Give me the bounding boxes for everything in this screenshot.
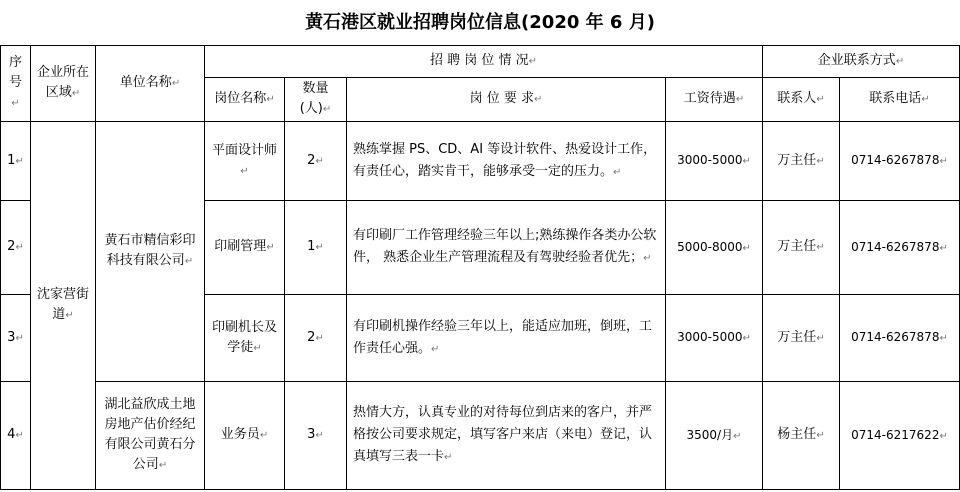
header-recruit-group: 招 聘 岗 位 情 况↵ (205, 46, 763, 78)
row-phone: 0714-6267878↵ (840, 122, 960, 201)
header-seq: 序号↵ (1, 46, 31, 122)
row-salary: 3000-5000↵ (666, 122, 763, 201)
row-seq: 3↵ (1, 295, 31, 382)
header-phone: 联系电话↵ (840, 78, 960, 122)
row-requirement: 熟练掌握 PS、CD、AI 等设计软件、热爱设计工作，有责任心，踏实肯干，能够承受一定的压力。↵ (347, 122, 666, 201)
page-title: 黄石港区就业招聘岗位信息(2020 年 6 月) (305, 12, 655, 33)
table-row (1, 122, 960, 201)
header-salary: 工资待遇↵ (666, 78, 763, 122)
row-phone: 0714-6267878↵ (840, 295, 960, 382)
row-requirement: 有印刷机操作经验三年以上，能适应加班，倒班，工作责任心强。↵ (347, 295, 666, 382)
row-contact: 万主任↵ (763, 122, 840, 201)
row-requirement: 热情大方，认真专业的对待每位到店来的客户，并严格按公司要求规定，填写客户来店（来电）登记，认真填写三表一卡↵ (347, 382, 666, 490)
row-count: 1↵ (285, 201, 347, 295)
row-phone: 0714-6217622↵ (840, 382, 960, 490)
row-salary: 3500/月↵ (666, 382, 763, 490)
row-count: 2↵ (285, 295, 347, 382)
row-phone: 0714-6267878↵ (840, 201, 960, 295)
header-position: 岗位名称↵ (205, 78, 285, 122)
row-position: 业务员↵ (205, 382, 285, 490)
row-salary: 3000-5000↵ (666, 295, 763, 382)
row-seq: 1↵ (1, 122, 31, 201)
row-position: 印刷管理↵ (205, 201, 285, 295)
district-cell: 沈家营街道↵ (31, 122, 96, 490)
job-table (0, 45, 960, 490)
row-salary: 5000-8000↵ (666, 201, 763, 295)
row-requirement: 有印刷厂工作管理经验三年以上;熟练操作各类办公软件， 熟悉企业生产管理流程及有驾驶经验者优先；↵ (347, 201, 666, 295)
company-name: 湖北益欣成土地房地产估价经纪有限公司黄石分公司↵ (96, 382, 205, 490)
header-requirement: 岗 位 要 求↵ (347, 78, 666, 122)
table-row (1, 382, 960, 490)
row-seq: 4↵ (1, 382, 31, 490)
header-district: 企业所在区域↵ (31, 46, 96, 122)
header-contact-person: 联系人↵ (763, 78, 840, 122)
row-seq: 2↵ (1, 201, 31, 295)
row-contact: 杨主任↵ (763, 382, 840, 490)
row-position: 印刷机长及学徒↵ (205, 295, 285, 382)
header-unit: 单位名称↵ (96, 46, 205, 122)
row-count: 2↵ (285, 122, 347, 201)
row-position: 平面设计师↵ (205, 122, 285, 201)
header-count: 数量(人)↵ (285, 78, 347, 122)
row-count: 3↵ (285, 382, 347, 490)
header-contact-group: 企业联系方式↵ (763, 46, 960, 78)
company-name: 黄石市精信彩印科技有限公司↵ (96, 122, 205, 382)
row-contact: 万主任↵ (763, 201, 840, 295)
row-contact: 万主任↵ (763, 295, 840, 382)
